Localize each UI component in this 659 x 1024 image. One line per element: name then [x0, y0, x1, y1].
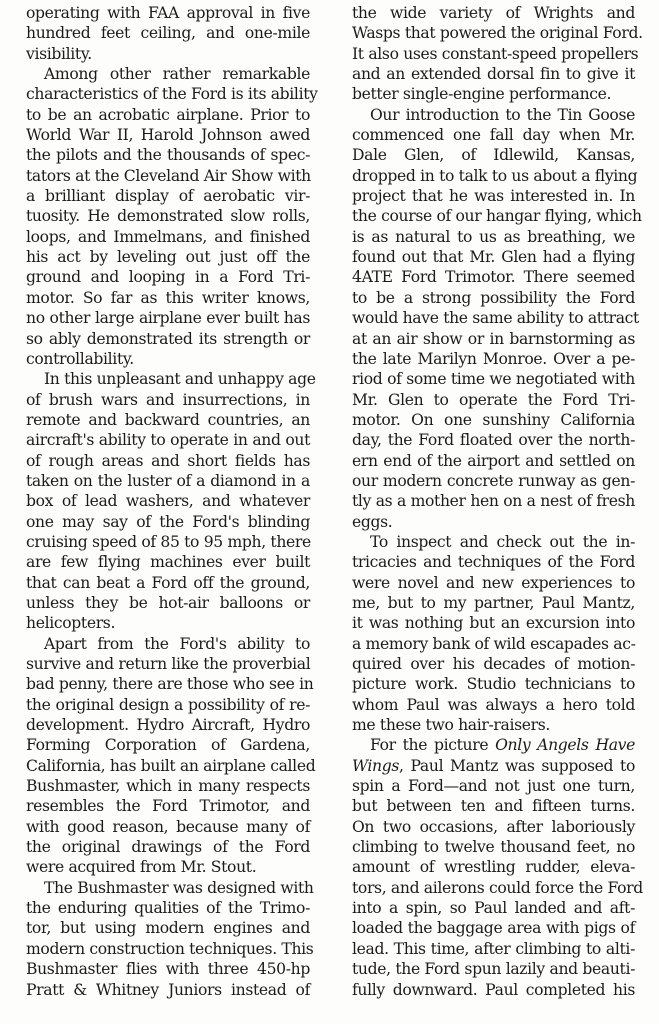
- text-line: [26, 44, 310, 64]
- text-line: [26, 512, 310, 532]
- text-line: [352, 166, 638, 186]
- text-line: [26, 349, 310, 369]
- text-line: [26, 654, 310, 674]
- line-text: box of lead washers, and whatever: [26, 492, 310, 511]
- paragraph-first-line: [26, 64, 310, 84]
- line-text: It also uses constant-speed propellers: [352, 44, 639, 63]
- text-line: [352, 349, 635, 369]
- text-line: [352, 593, 635, 613]
- line-text: eggs.: [352, 512, 393, 531]
- text-line: [26, 959, 310, 979]
- text-line: [352, 390, 635, 410]
- text-line: [26, 23, 310, 43]
- text-line: [352, 451, 635, 471]
- line-text: survive and return like the proverbial: [26, 655, 311, 673]
- text-line: [352, 878, 643, 898]
- line-text: tly as a mother hen on a nest of fresh: [352, 492, 635, 511]
- line-text: Forming Corporation of Gardena,: [26, 736, 310, 755]
- text-line: [352, 939, 635, 959]
- text-line: [352, 44, 639, 64]
- line-text: operating with FAA approval in five: [26, 4, 310, 22]
- text-line: [352, 756, 635, 776]
- line-text: In this unpleasant and unhappy age: [44, 370, 316, 389]
- paragraph-first-line: [26, 634, 310, 654]
- text-line: [26, 186, 310, 206]
- line-text: climbing to twelve thousand feet, no: [352, 838, 635, 857]
- line-text: ground and looping in a Ford Tri-: [26, 268, 310, 287]
- line-text: quired over his decades of motion-: [352, 655, 635, 673]
- text-line: [352, 552, 635, 572]
- text-line: [26, 980, 310, 1000]
- line-text: cruising speed of 85 to 95 mph, there: [26, 532, 311, 551]
- line-text: are few flying machines ever built: [26, 553, 310, 572]
- text-line: [352, 573, 635, 593]
- line-text: tricacies and techniques of the Ford: [352, 553, 635, 572]
- line-text: of rough areas and short fields has: [26, 451, 310, 470]
- line-text: tuosity. He demonstrated slow rolls,: [26, 207, 310, 226]
- line-text: project that he was interested in. In: [352, 187, 635, 206]
- text-line: [26, 84, 318, 104]
- line-text: remote and backward countries, an: [26, 410, 310, 429]
- line-text: to be a strong possibility the Ford: [352, 288, 635, 307]
- text-line: [26, 796, 310, 816]
- line-text: tor, but using modern engines and: [26, 919, 310, 938]
- line-text: found out that Mr. Glen had a flying: [352, 248, 635, 267]
- text-line: [352, 64, 635, 84]
- line-text: World War II, Harold Johnson awed: [26, 126, 310, 145]
- line-text: characteristics of the Ford is its ability: [26, 85, 318, 104]
- text-line: [26, 410, 310, 430]
- text-line: [352, 654, 635, 674]
- text-line: [26, 898, 310, 918]
- line-text: it was nothing but an excursion into: [352, 614, 635, 633]
- line-text: aircraft's ability to operate in and out: [26, 431, 310, 450]
- line-text: tude, the Ford spun lazily and beauti-: [352, 960, 635, 979]
- text-line: [26, 776, 310, 796]
- text-line: [352, 959, 635, 979]
- line-text: the original drawings of the Ford: [26, 838, 310, 857]
- text-line: [352, 288, 635, 308]
- line-text: taken on the luster of a diamond in a: [26, 471, 310, 490]
- line-text: the pilots and the thousands of spec-: [26, 146, 310, 165]
- text-line: [26, 105, 310, 125]
- text-column-right: [352, 3, 643, 1000]
- text-line: [352, 491, 635, 511]
- text-line: [352, 796, 635, 816]
- film-title-italic: Wings: [352, 756, 400, 775]
- text-line: [26, 3, 310, 23]
- line-text: Pratt & Whitney Juniors instead of: [26, 980, 310, 999]
- text-line: [26, 573, 310, 593]
- line-text: the enduring qualities of the Trimo-: [26, 899, 310, 918]
- line-text: ern end of the airport and settled on: [352, 451, 635, 470]
- text-line: [26, 451, 310, 471]
- text-line: [26, 918, 310, 938]
- line-text: of brush wars and insurrections, in: [26, 390, 310, 409]
- text-line: [352, 715, 635, 735]
- line-text: , Paul Mantz was supposed to: [399, 756, 635, 775]
- line-text: spin a Ford—and not just one turn,: [352, 777, 635, 796]
- line-text: that can beat a Ford off the ground,: [26, 573, 310, 592]
- text-line: [26, 837, 310, 857]
- text-line: [26, 857, 310, 877]
- text-line: [26, 390, 310, 410]
- line-text: 4ATE Ford Trimotor. There seemed: [352, 268, 635, 287]
- text-line: [352, 512, 635, 532]
- text-line: [26, 756, 316, 776]
- line-text: our modern concrete runway as gen-: [352, 471, 635, 490]
- line-text: day, the Ford floated over the north-: [352, 431, 635, 450]
- line-text: a memory bank of wild escapades ac-: [352, 634, 636, 653]
- line-text: Our introduction to the Tin Goose: [370, 105, 635, 124]
- line-text: visibility.: [26, 44, 92, 63]
- text-line: [352, 410, 635, 430]
- text-line: [26, 715, 310, 735]
- line-text: loaded the baggage area with pigs of: [352, 919, 635, 938]
- line-text: For the picture: [370, 736, 496, 755]
- text-line: [26, 206, 310, 226]
- text-line: [352, 857, 635, 877]
- text-line: [26, 674, 314, 694]
- paragraph-first-line: [352, 735, 635, 755]
- line-text: were novel and new experiences to: [352, 573, 635, 592]
- line-text: the original design a possibility of re-: [26, 695, 310, 714]
- line-text: Bushmaster flies with three 450-hp: [26, 960, 310, 979]
- text-line: [26, 288, 310, 308]
- line-text: me, but to my partner, Paul Mantz,: [352, 593, 635, 612]
- line-text: were acquired from Mr. Stout.: [26, 858, 257, 877]
- line-text: the wide variety of Wrights and: [352, 4, 635, 22]
- line-text: motor. So far as this writer knows,: [26, 288, 310, 307]
- text-line: [26, 247, 310, 267]
- line-text: tors, and ailerons could force the Ford: [352, 878, 643, 897]
- line-text: into a spin, so Paul landed and aft-: [352, 899, 635, 918]
- text-line: [352, 837, 635, 857]
- text-line: [26, 166, 310, 186]
- text-line: [352, 308, 639, 328]
- line-text: fully downward. Paul completed his: [352, 980, 635, 999]
- text-line: [26, 471, 310, 491]
- line-text: To inspect and check out the in-: [370, 532, 635, 551]
- film-title-italic: Only Angels Have: [495, 736, 635, 755]
- line-text: at an air show or in barnstorming as: [352, 329, 635, 348]
- text-line: [352, 634, 635, 654]
- text-line: [352, 186, 635, 206]
- line-text: Wasps that powered the original Ford.: [352, 24, 643, 43]
- text-line: [352, 23, 643, 43]
- text-line: [26, 491, 310, 511]
- line-text: Among other rather remarkable: [44, 65, 310, 84]
- line-text: commenced one fall day when Mr.: [352, 126, 635, 145]
- line-text: controllability.: [26, 349, 134, 368]
- paragraph-first-line: [26, 369, 316, 389]
- text-line: [352, 145, 635, 165]
- text-line: [352, 329, 635, 349]
- line-text: lead. This time, after climbing to alti-: [352, 939, 635, 958]
- text-line: [26, 267, 310, 287]
- text-line: [352, 918, 635, 938]
- text-line: [352, 125, 635, 145]
- text-line: [26, 552, 310, 572]
- line-text: unless they be hot-air balloons or: [26, 593, 310, 612]
- line-text: to be an acrobatic airplane. Prior to: [26, 105, 310, 124]
- line-text: modern construction techniques. This: [26, 939, 314, 958]
- text-line: [26, 817, 310, 837]
- line-text: whom Paul was always a hero told: [352, 695, 635, 714]
- text-line: [352, 369, 635, 389]
- line-text: resembles the Ford Trimotor, and: [26, 797, 310, 816]
- line-text: loops, and Immelmans, and finished: [26, 227, 310, 246]
- line-text: but between ten and fifteen turns.: [352, 797, 635, 816]
- line-text: Bushmaster, which in many respects: [26, 777, 310, 796]
- line-text: and an extended dorsal fin to give it: [352, 65, 635, 84]
- text-line: [26, 613, 310, 633]
- text-line: [352, 267, 635, 287]
- text-line: [26, 125, 310, 145]
- text-line: [26, 308, 310, 328]
- text-column-left: [26, 3, 318, 1000]
- line-text: bad penny, there are those who see in: [26, 675, 314, 694]
- text-line: [352, 613, 635, 633]
- line-text: a brilliant display of aerobatic vir-: [26, 187, 310, 206]
- line-text: the course of our hangar flying, which: [352, 207, 642, 226]
- line-text: amount of wrestling rudder, eleva-: [352, 858, 635, 877]
- line-text: Mr. Glen to operate the Ford Tri-: [352, 390, 635, 409]
- line-text: Dale Glen, of Idlewild, Kansas,: [352, 146, 635, 165]
- text-line: [352, 430, 635, 450]
- line-text: On two occasions, after laboriously: [352, 817, 635, 836]
- text-line: [26, 532, 310, 552]
- text-line: [26, 593, 310, 613]
- text-line: [352, 695, 635, 715]
- paragraph-first-line: [26, 878, 314, 898]
- line-text: The Bushmaster was designed with: [44, 878, 314, 897]
- text-line: [352, 776, 635, 796]
- text-line: [26, 430, 310, 450]
- line-text: better single-engine performance.: [352, 85, 612, 104]
- text-line: [26, 939, 314, 959]
- line-text: no other large airplane ever built has: [26, 309, 310, 328]
- line-text: picture work. Studio technicians to: [352, 675, 635, 694]
- text-line: [26, 735, 310, 755]
- text-line: [352, 471, 635, 491]
- text-line: [352, 247, 635, 267]
- text-line: [352, 84, 635, 104]
- line-text: California, has built an airplane called: [26, 756, 316, 775]
- line-text: so ably demonstrated its strength or: [26, 329, 310, 348]
- line-text: Apart from the Ford's ability to: [44, 634, 310, 653]
- line-text: is as natural to us as breathing, we: [352, 227, 635, 246]
- line-text: the late Marilyn Monroe. Over a pe-: [352, 349, 635, 368]
- line-text: development. Hydro Aircraft, Hydro: [26, 716, 310, 735]
- text-line: [26, 145, 310, 165]
- line-text: motor. On one sunshiny California: [352, 410, 635, 429]
- line-text: me these two hair-raisers.: [352, 716, 550, 735]
- text-line: [26, 227, 310, 247]
- text-line: [352, 3, 635, 23]
- line-text: tators at the Cleveland Air Show with: [26, 166, 311, 185]
- line-text: riod of some time we negotiated with: [352, 370, 635, 389]
- paragraph-first-line: [352, 532, 635, 552]
- text-line: [26, 329, 310, 349]
- paragraph-first-line: [352, 105, 635, 125]
- line-text: with good reason, because many of: [26, 817, 310, 836]
- line-text: hundred feet ceiling, and one-mile: [26, 24, 310, 43]
- text-line: [352, 898, 635, 918]
- line-text: his act by leveling out just off the: [26, 248, 310, 267]
- text-line: [352, 674, 635, 694]
- line-text: would have the same ability to attract: [352, 309, 639, 328]
- text-line: [352, 206, 642, 226]
- line-text: dropped in to talk to us about a flying: [352, 166, 638, 185]
- text-line: [352, 817, 635, 837]
- text-line: [352, 980, 635, 1000]
- line-text: helicopters.: [26, 614, 116, 633]
- text-line: [352, 227, 635, 247]
- line-text: one may say of the Ford's blinding: [26, 512, 310, 531]
- text-line: [26, 695, 310, 715]
